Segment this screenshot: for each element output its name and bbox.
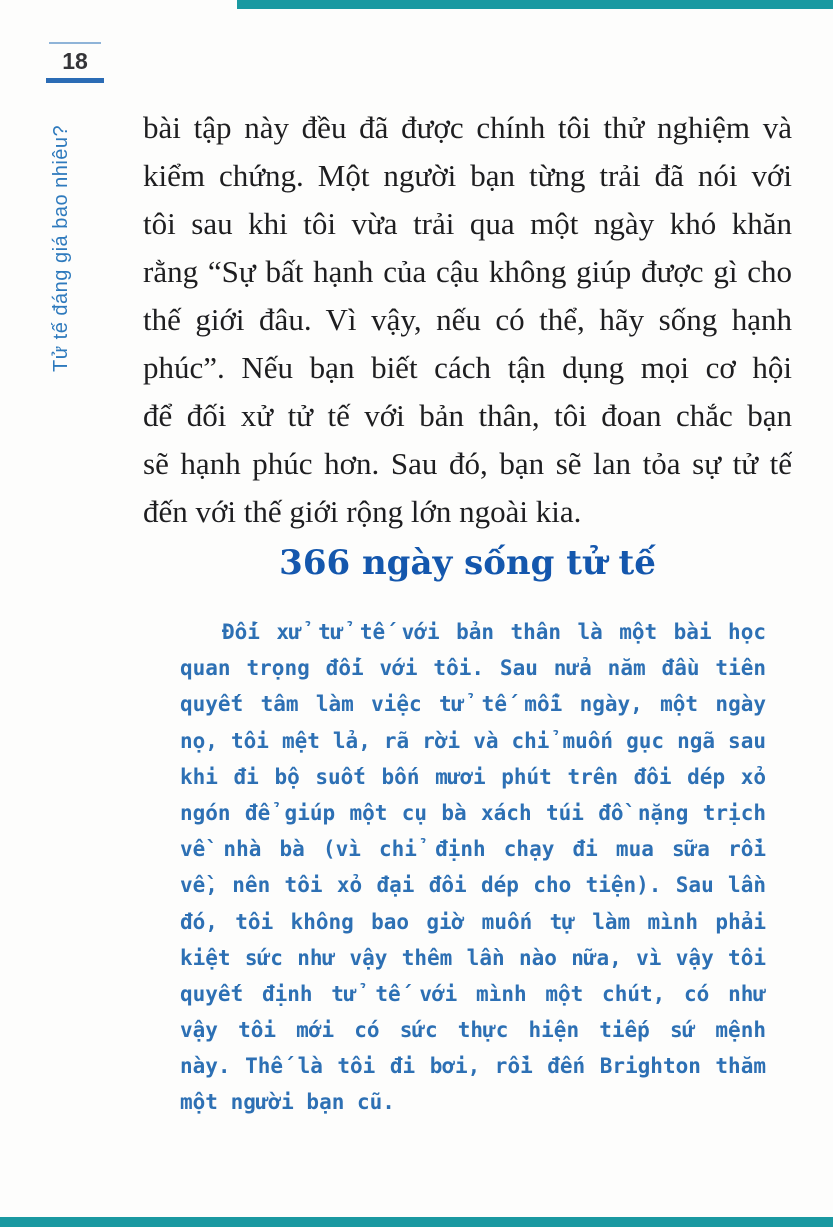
text-line: quyết tâm làm việc tử tế mỗi ngày, một ngày [180,692,766,717]
top-edge-decoration [237,0,833,9]
body-paragraph [143,104,792,536]
text-line: phúc”. Nếu bạn biết cách tận dụng mọi cơ hội [143,350,792,385]
text-line: một người bạn cũ. [180,1090,395,1115]
page-number-block [46,42,104,83]
text-line: Đối xử tử tế với bản thân là một bài học [222,620,766,644]
page-number-rule-top [49,42,101,44]
text-line: quan trọng đối với tôi. Sau nửa năm đầu tiên [180,656,766,681]
page-number: 18 [62,48,88,74]
page-number-rule-bottom [46,78,104,83]
text-line: khi đi bộ suốt bốn mươi phút trên đôi dép xỏ [180,764,766,789]
text-line: đến với thế giới rộng lớn ngoài kia. [143,494,582,529]
text-line: thế giới đâu. Vì vậy, nếu có thể, hãy sống hạnh [143,302,792,337]
text-line: về nhà bà (vì chỉ định chạy đi mua sữa rồi [180,837,766,862]
text-line: tôi sau khi tôi vừa trải qua một ngày khó khăn [143,206,792,241]
section-heading: 366 ngày sống tử tế [279,543,656,583]
text-line: về, nên tôi xỏ đại đôi dép cho tiện). Sau lần [180,873,766,898]
text-line: để đối xử tử tế với bản thân, tôi đoan chắc bạn [143,398,792,433]
text-line: sẽ hạnh phúc hơn. Sau đó, bạn sẽ lan tỏa sự tử tế [143,446,792,481]
text-line: vậy tôi mới có sức thực hiện tiếp sứ mệnh [180,1018,766,1043]
text-line: ngón để giúp một cụ bà xách túi đồ nặng trịch [180,800,766,825]
text-line: kiệt sức như vậy thêm lần nào nữa, vì vậy tôi [180,945,766,970]
text-line: quyết định tử tế với mình một chút, có như [180,981,766,1006]
text-line: bài tập này đều đã được chính tôi thử nghiệm và [143,110,792,145]
running-title-vertical: Tử tế đáng giá bao nhiêu? [50,124,72,372]
text-line: đó, tôi không bao giờ muốn tự làm mình phải [180,909,766,934]
text-line: kiểm chứng. Một người bạn từng trải đã nói với [143,158,792,193]
quote-passage [180,614,766,1121]
text-line: rằng “Sự bất hạnh của cậu không giúp được gì cho [143,254,792,289]
text-line: này. Thế là tôi đi bơi, rồi đến Brighton thăm [180,1054,766,1079]
bottom-edge-decoration [0,1217,833,1227]
text-line: nọ, tôi mệt lả, rã rời và chỉ muốn gục ngã sau [180,728,766,753]
